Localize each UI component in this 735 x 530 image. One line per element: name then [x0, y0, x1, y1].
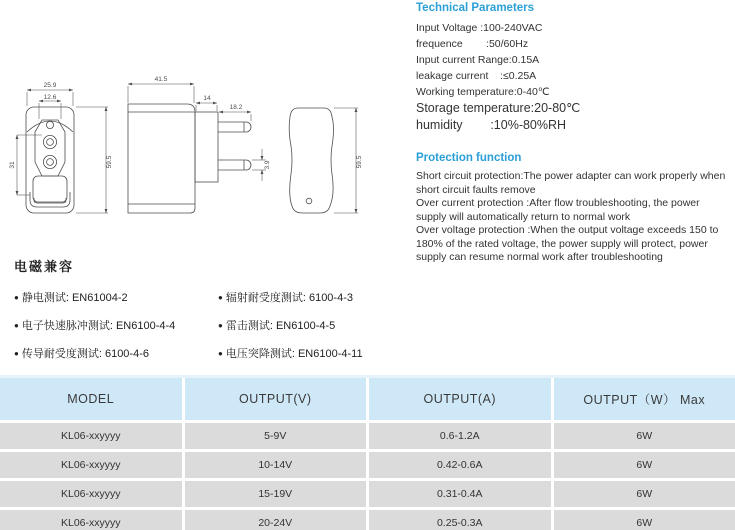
cell-model: KL06-xxyyyy: [0, 481, 182, 507]
protection-paragraph: Short circuit protection:The power adapter can work properly when short circuit faults remove: [416, 170, 726, 196]
cell-output-a: 0.42-0.6A: [369, 452, 551, 478]
emc-test-item: [14, 317, 218, 333]
cell-output-v: 5-9V: [185, 423, 367, 449]
dimension-label: 41.5: [154, 76, 168, 83]
dimension-label: 14: [203, 95, 211, 102]
protection-paragraph: Over current protection :After flow troubleshooting, the power supply will automatically return to normal work: [416, 197, 700, 223]
cell-output-a: 0.25-0.3A: [369, 510, 551, 530]
side-view-dimensions: [128, 84, 266, 181]
cell-output-w: 6W: [554, 481, 735, 507]
dimension-label: 18.2: [229, 104, 243, 111]
emc-test-label: 雷击测试: EN6100-4-5: [225, 320, 336, 332]
cell-model: KL06-xxyyyy: [0, 510, 182, 530]
param-line: frequence :50/60Hz: [416, 38, 529, 50]
front-view: [26, 107, 74, 213]
adapter-technical-drawings: [0, 70, 410, 235]
param-line: Storage temperature:20-80℃: [416, 101, 581, 115]
emc-test-item: [14, 289, 218, 305]
bullet-icon: ●: [218, 349, 223, 358]
table-row: [0, 510, 735, 530]
emc-test-label: 传导耐受度测试: 6100-4-6: [21, 348, 149, 360]
right-column: [416, 2, 731, 265]
table-header-row: [0, 375, 735, 420]
table-header-output-w: OUTPUT（W） Max: [554, 378, 735, 420]
front-view-dimensions: [17, 90, 108, 213]
cell-output-a: 0.31-0.4A: [369, 481, 551, 507]
back-view: [289, 108, 333, 213]
table-header-output-v: OUTPUT(V): [185, 378, 367, 420]
technical-parameters-list: [416, 20, 731, 134]
bullet-icon: ●: [218, 293, 223, 302]
cell-model: KL06-xxyyyy: [0, 452, 182, 478]
emc-test-label: 电子快速脉冲测试: EN6100-4-4: [21, 320, 176, 332]
cell-output-w: 6W: [554, 452, 735, 478]
cell-output-a: 0.6-1.2A: [369, 423, 551, 449]
param-line: humidity :10%-80%RH: [416, 118, 567, 132]
emc-test-item: [218, 345, 409, 361]
emc-test-label: 静电测试: EN61004-2: [21, 292, 128, 304]
protection-function-section: [416, 152, 731, 265]
table-row: [0, 481, 735, 507]
output-spec-table: [0, 375, 735, 530]
param-line: Input Voltage :100-240VAC: [416, 22, 543, 34]
emc-section: [14, 256, 409, 361]
cell-output-w: 6W: [554, 423, 735, 449]
dimension-label: 31: [9, 161, 16, 169]
cell-model: KL06-xxyyyy: [0, 423, 182, 449]
bullet-icon: ●: [14, 321, 19, 330]
table-row: [0, 423, 735, 449]
table-header-output-a: OUTPUT(A): [369, 378, 551, 420]
emc-title: 电磁兼容: [14, 259, 75, 274]
back-view-dimensions: [334, 108, 358, 213]
emc-test-list: [14, 289, 409, 361]
bullet-icon: ●: [14, 293, 19, 302]
param-line: leakage current :≤0.25A: [416, 70, 537, 82]
bullet-icon: ●: [218, 321, 223, 330]
table-row: [0, 452, 735, 478]
cell-output-v: 10-14V: [185, 452, 367, 478]
bullet-icon: ●: [14, 349, 19, 358]
emc-test-item: [14, 345, 218, 361]
side-view: [128, 104, 251, 213]
emc-test-label: 电压突降测试: EN6100-4-11: [225, 348, 363, 360]
protection-function-title: Protection function: [416, 152, 522, 164]
side-view-dimension-labels: [155, 76, 271, 170]
table-header-model: MODEL: [0, 378, 182, 420]
dimension-label: 59.5: [106, 155, 113, 169]
cell-output-w: 6W: [554, 510, 735, 530]
back-view-dimension-labels: [356, 155, 363, 168]
dimension-label: 3.9: [264, 160, 271, 170]
protection-paragraph: Over voltage protection :When the output voltage exceeds 150 to 180% of the rated voltage, the power supply will protect, power supply can resume normal work after troubleshooting: [416, 224, 719, 263]
param-line: Working temperature:0-40℃: [416, 86, 550, 98]
technical-parameters-title: Technical Parameters: [416, 2, 535, 14]
dimension-label: 25.9: [43, 82, 57, 89]
emc-test-item: [218, 317, 409, 333]
cell-output-v: 20-24V: [185, 510, 367, 530]
emc-test-label: 辐射耐受度测试: 6100-4-3: [225, 292, 353, 304]
dimension-label: 12.6: [43, 94, 57, 101]
adapter-drawing-svg: [0, 70, 410, 235]
cell-output-v: 15-19V: [185, 481, 367, 507]
emc-test-item: [218, 289, 409, 305]
dimension-label: 59.5: [356, 155, 363, 169]
param-line: Input current Range:0.15A: [416, 54, 540, 66]
